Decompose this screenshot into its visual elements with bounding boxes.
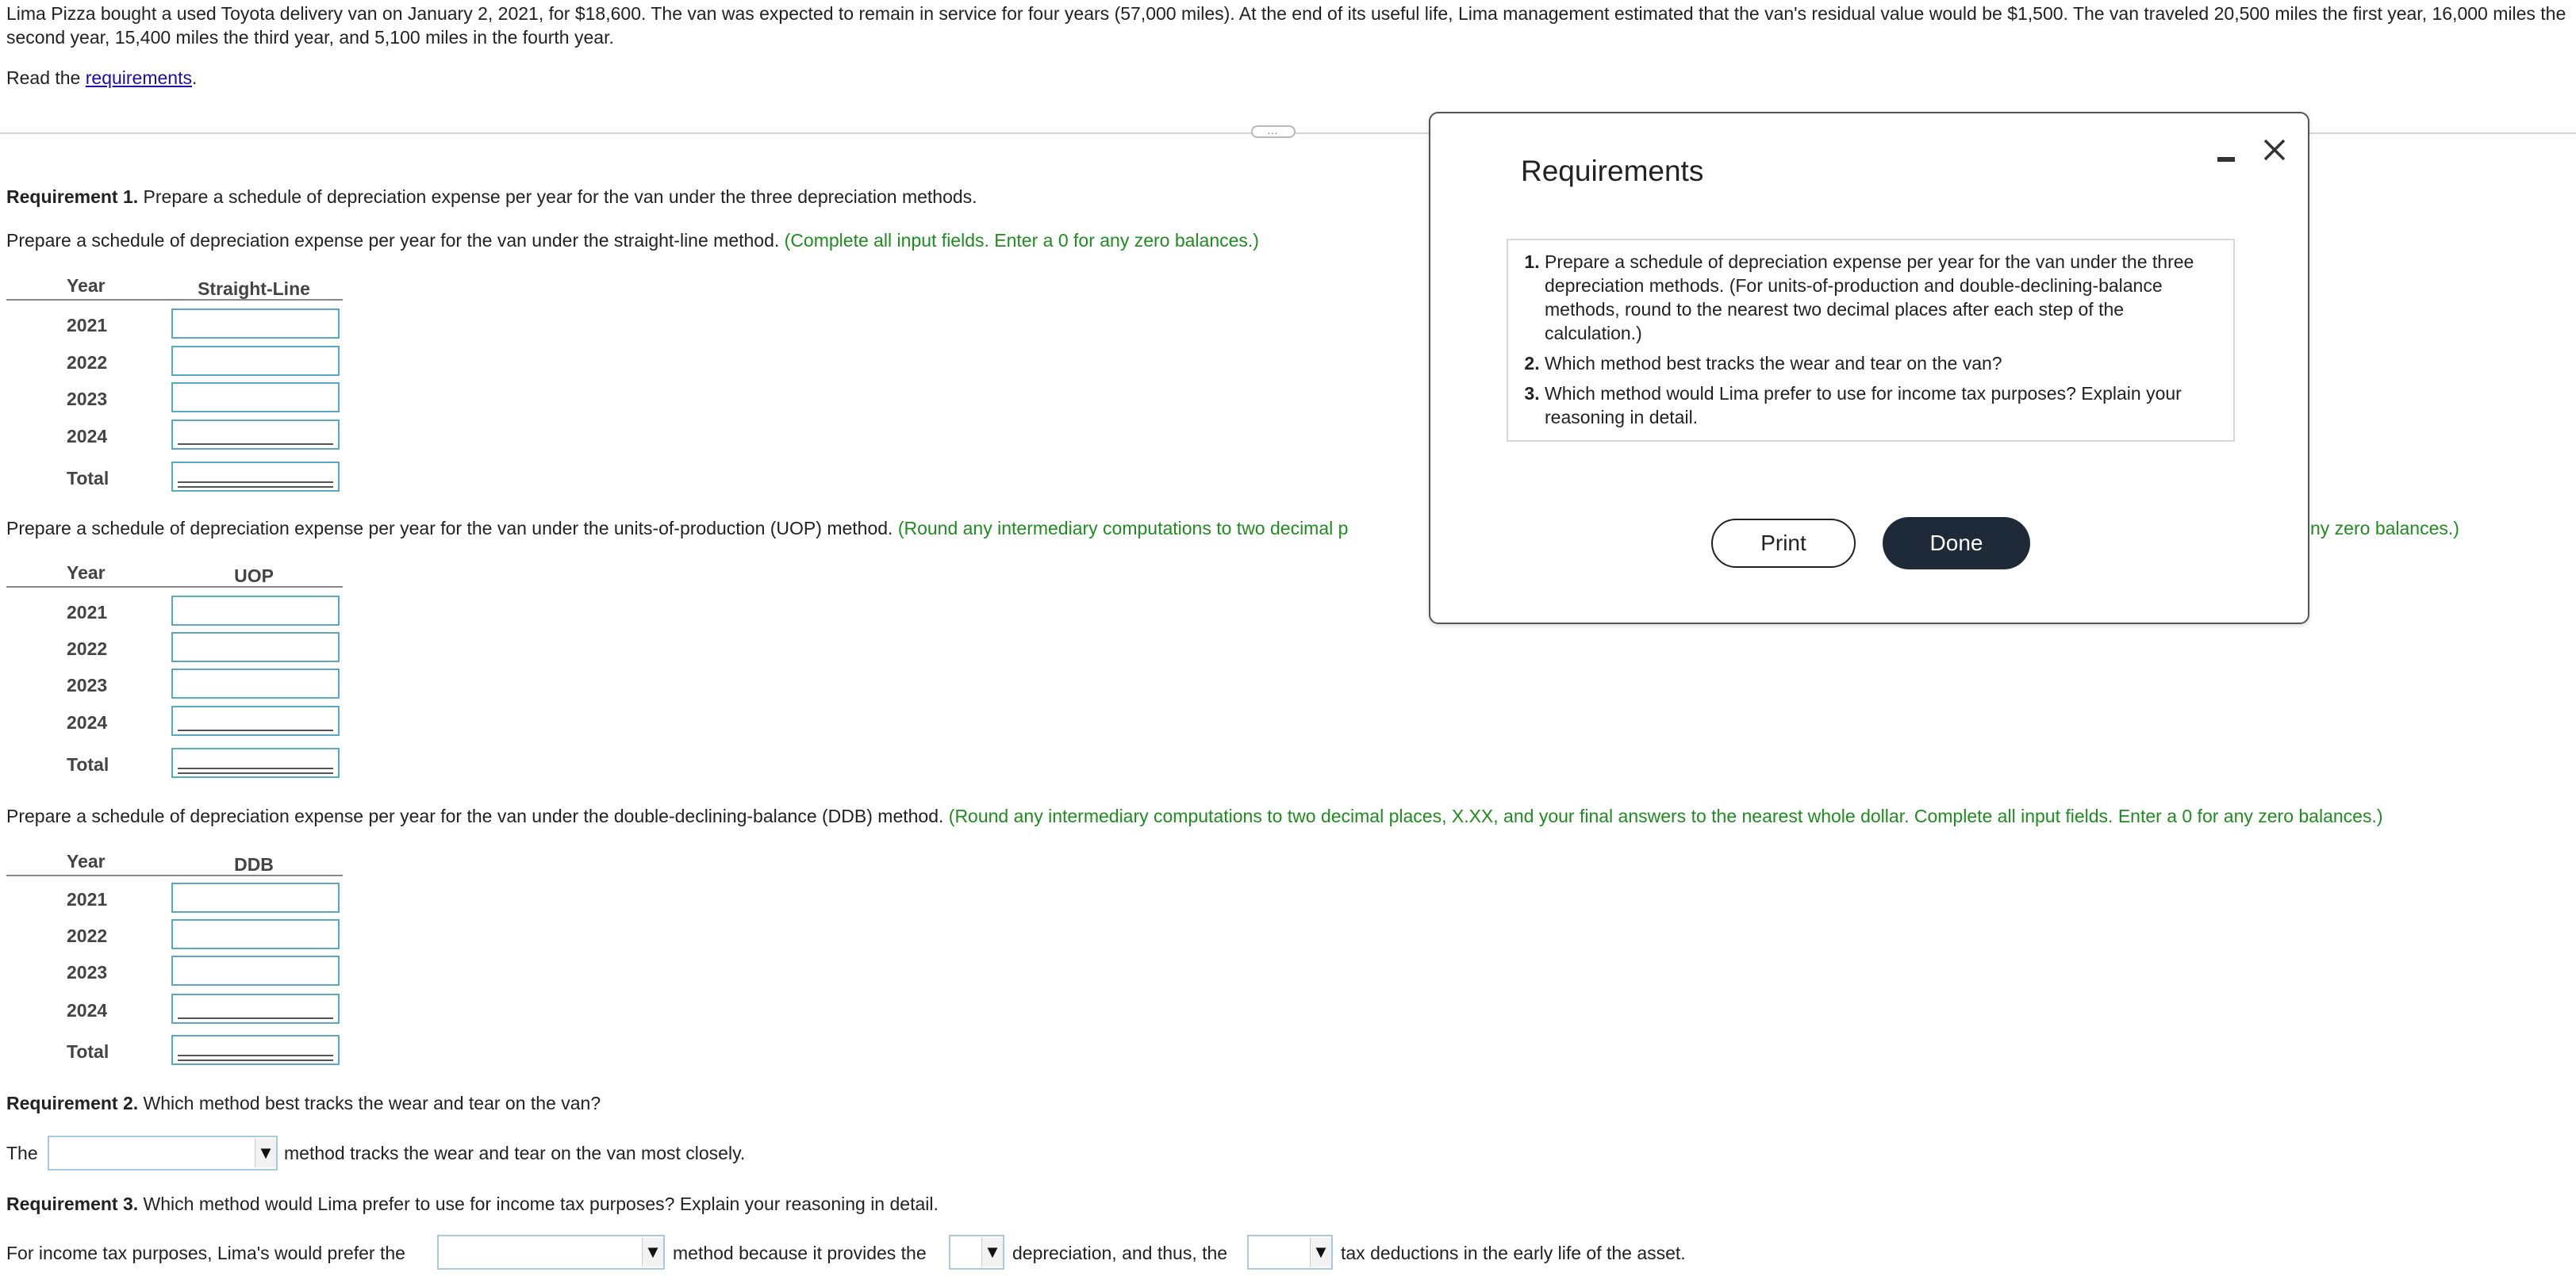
req2-method-select[interactable] bbox=[48, 1136, 278, 1171]
problem-statement bbox=[6, 2, 2570, 49]
requirement-1-heading: Requirement 1. Prepare a schedule of depreciation expense per year for the van under the three depreciation methods. bbox=[6, 186, 977, 207]
ddb-2021-input[interactable] bbox=[171, 883, 340, 913]
table-row: 2024 bbox=[6, 418, 343, 454]
sl-2021-input[interactable] bbox=[171, 308, 340, 339]
req3-answer-part3: depreciation, and thus, the bbox=[1012, 1243, 1228, 1263]
req3-deduction-select[interactable] bbox=[1247, 1235, 1333, 1270]
req3-answer-part4: tax deductions in the early life of the asset. bbox=[1341, 1243, 1686, 1263]
dropdown-arrow-icon: ▼ bbox=[1310, 1238, 1331, 1266]
ddb-2022-input[interactable] bbox=[171, 919, 340, 949]
table-row: 2021 bbox=[6, 881, 343, 918]
table-row: Total bbox=[6, 746, 343, 783]
table-row: 2022 bbox=[6, 344, 343, 381]
uop-instructions: Prepare a schedule of depreciation expense per year for the van under the units-of-production (UOP) method. (Round any intermediary computations to two decimal p bbox=[6, 518, 1349, 538]
requirement-item: 1. Prepare a schedule of depreciation expense per year for the van under the three depreciation methods. (For units-of-production and double-declining-balance methods, round to the nearest two decimal places after each step of the calculation.) bbox=[1545, 250, 2224, 345]
read-requirements: Read the requirements. bbox=[6, 67, 198, 88]
uop-2023-input[interactable] bbox=[171, 669, 340, 699]
close-icon[interactable] bbox=[2259, 134, 2290, 166]
table-row: Total bbox=[6, 1033, 343, 1070]
done-button[interactable]: Done bbox=[1883, 517, 2030, 569]
table-row: 2024 bbox=[6, 704, 343, 741]
req3-answer-part2: method because it provides the bbox=[673, 1243, 927, 1263]
ddb-total-input[interactable] bbox=[171, 1035, 340, 1065]
problem-text: Lima Pizza bought a used Toyota delivery van on January 2, 2021, for $18,600. The van was expected to remain in service for four years (57,000 miles). At the end of its useful life, Lima management estimated that the van's residual value would be $1,500. The van traveled 20,500 miles the first year, 16,000 miles the second year, 15,400 miles the third year, and 5,100 miles in the fourth year. bbox=[6, 3, 2566, 48]
uop-total-input[interactable] bbox=[171, 748, 340, 778]
table-row: 2021 bbox=[6, 307, 343, 343]
table-header: Year DDB bbox=[6, 851, 343, 876]
table-row: Total bbox=[6, 460, 343, 496]
table-header: Year UOP bbox=[6, 562, 343, 588]
uop-2021-input[interactable] bbox=[171, 596, 340, 626]
requirement-2-heading: Requirement 2. Which method best tracks the wear and tear on the van? bbox=[6, 1093, 601, 1113]
requirements-dialog bbox=[1429, 112, 2309, 624]
table-row: 2024 bbox=[6, 992, 343, 1029]
req2-answer-prefix: The bbox=[6, 1143, 38, 1163]
dropdown-arrow-icon: ▼ bbox=[642, 1238, 663, 1266]
ddb-2024-input[interactable] bbox=[171, 994, 340, 1024]
uop-2022-input[interactable] bbox=[171, 632, 340, 662]
ddb-instructions: Prepare a schedule of depreciation expense per year for the van under the double-declining-balance (DDB) method. (Round any intermediary computations to two decimal places, X.XX, and your final answers to the nearest whole dollar. Complete all input fields. Enter a 0 for any zero balances.) bbox=[6, 806, 2383, 826]
sl-total-input[interactable] bbox=[171, 462, 340, 492]
table-row: 2023 bbox=[6, 381, 343, 417]
table-row: 2022 bbox=[6, 918, 343, 954]
requirement-item: 3. Which method would Lima prefer to use for income tax purposes? Explain your reasoning in detail. bbox=[1545, 381, 2224, 429]
pane-resize-handle[interactable]: … bbox=[1251, 125, 1296, 138]
req2-answer-suffix: method tracks the wear and tear on the van most closely. bbox=[284, 1143, 746, 1163]
dialog-title: Requirements bbox=[1521, 155, 1704, 187]
req3-answer-part1: For income tax purposes, Lima's would prefer the bbox=[6, 1243, 405, 1263]
sl-2023-input[interactable] bbox=[171, 382, 340, 412]
uop-hint-tail: ny zero balances.) bbox=[2310, 518, 2459, 538]
uop-2024-input[interactable] bbox=[171, 706, 340, 736]
table-row: 2022 bbox=[6, 630, 343, 667]
dropdown-arrow-icon: ▼ bbox=[255, 1139, 276, 1167]
sl-2022-input[interactable] bbox=[171, 346, 340, 376]
requirements-list-box bbox=[1507, 239, 2235, 442]
print-button[interactable]: Print bbox=[1711, 519, 1856, 568]
dropdown-arrow-icon: ▼ bbox=[981, 1238, 1003, 1266]
requirement-item: 2. Which method best tracks the wear and tear on the van? bbox=[1545, 351, 2224, 375]
req3-depreciation-select[interactable] bbox=[949, 1235, 1004, 1270]
requirements-link[interactable]: requirements bbox=[85, 67, 192, 88]
table-row: 2021 bbox=[6, 594, 343, 630]
requirement-3-heading: Requirement 3. Which method would Lima prefer to use for income tax purposes? Explain your reasoning in detail. bbox=[6, 1194, 939, 1214]
sl-2024-input[interactable] bbox=[171, 420, 340, 450]
minimize-icon[interactable] bbox=[2214, 147, 2238, 171]
requirements-list bbox=[1508, 240, 2233, 429]
table-row: 2023 bbox=[6, 667, 343, 703]
req3-method-select[interactable] bbox=[437, 1235, 665, 1270]
table-row: 2023 bbox=[6, 954, 343, 991]
ddb-2023-input[interactable] bbox=[171, 956, 340, 986]
table-header: Year Straight-Line bbox=[6, 275, 343, 301]
straight-line-instructions: Prepare a schedule of depreciation expense per year for the van under the straight-line method. (Complete all input fields. Enter a 0 for any zero balances.) bbox=[6, 230, 1259, 251]
